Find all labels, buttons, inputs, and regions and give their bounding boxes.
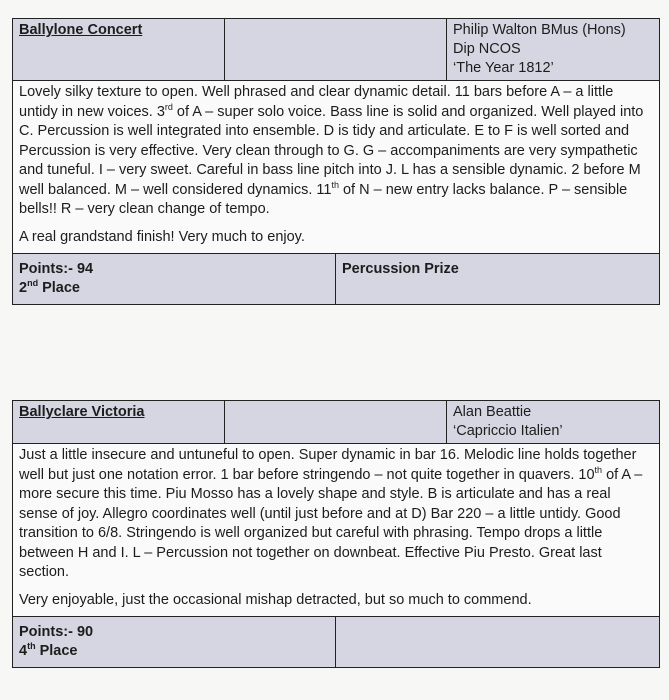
points: Points:- 90 (19, 624, 94, 640)
band-name-cell (13, 19, 225, 80)
piece-title: ‘The Year 1812’ (453, 60, 554, 76)
card-footer (13, 254, 659, 304)
prize: Percussion Prize (342, 261, 459, 277)
card-header (13, 19, 659, 81)
adjudicator-line: Dip NCOS (453, 41, 521, 57)
prize-cell (336, 254, 659, 304)
adjudication-card (12, 400, 660, 668)
adjudicator-cell (447, 19, 659, 80)
adjudicator-cell (447, 401, 659, 443)
comments-text: Just a little insecure and untuneful to open. Super dynamic in bar 16. Melodic line holds together well but just one notation error. 1 bar before stringendo – not quite together in quavers. 10th of A – more secure this time. Piu Mosso has a lovely shape and style. B is articulate and has a real sense of joy. Allegro coordinates well (until just before and at D) Bar 220 – a little untidy. Good transition to 6/8. Stringendo is well organized but careful with phrasing. Tempo drops a little between H and I. L – Percussion not together on downbeat. Effective Piu Presto. Great last section. (19, 447, 643, 580)
place: 4th Place (19, 641, 78, 659)
points: Points:- 94 (19, 261, 94, 277)
card-footer (13, 617, 659, 667)
comments-section (13, 444, 659, 617)
place: 2nd Place (19, 278, 80, 296)
adjudicator-line: Alan Beattie (453, 404, 532, 420)
card-header (13, 401, 659, 444)
band-name-cell (13, 401, 225, 443)
adjudicator-line: Philip Walton BMus (Hons) (453, 22, 626, 38)
blank-cell (225, 401, 447, 443)
adjudication-card (12, 18, 660, 305)
band-name: Ballyclare Victoria (19, 404, 145, 420)
piece-title: ‘Capriccio Italien’ (453, 423, 563, 439)
result-cell (13, 254, 336, 304)
prize-cell (336, 617, 659, 667)
comments-section (13, 81, 659, 254)
comments-text: Lovely silky texture to open. Well phrased and clear dynamic detail. 11 bars before A – a little untidy in new voices. 3rd of A – super solo voice. Bass line is solid and organized. Well played into C. Percussion is well integrated into ensemble. D is tidy and articulate. E to F is well sorted and Percussion is very effective. Very clean through to G. G – accompaniments are very sympathetic and tuneful. I – very sweet. Careful in bass line pitch into J. L has a sensible dynamic. 2 before M well balanced. M – well considered dynamics. 11th of N – new entry lacks balance. P – sensible bells!! R – very clean change of tempo. (19, 84, 644, 217)
result-cell (13, 617, 336, 667)
summary-text: A real grandstand finish! Very much to enjoy. (19, 228, 305, 245)
blank-cell (225, 19, 447, 80)
band-name: Ballylone Concert (19, 22, 143, 38)
summary-text: Very enjoyable, just the occasional mishap detracted, but so much to commend. (19, 591, 532, 608)
